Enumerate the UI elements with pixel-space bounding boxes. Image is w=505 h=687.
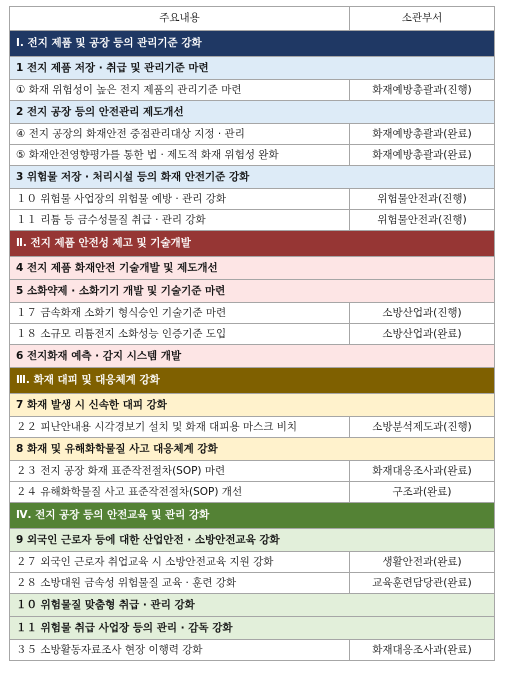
- group-title: １１ 위험물 취급 사업장 등의 관리 · 감독 강화: [10, 617, 495, 640]
- item-text: １８ 소규모 리튬전지 소화성능 인증기준 도입: [10, 324, 350, 345]
- item-row: [10, 189, 495, 210]
- group-row: [10, 166, 495, 189]
- item-text: ２３ 전지 공장 화재 표준작전절차(SOP) 마련: [10, 461, 350, 482]
- group-row: [10, 101, 495, 124]
- group-row: [10, 257, 495, 280]
- header-row: [10, 7, 495, 31]
- item-text: ⑤ 화재안전영향평가를 통한 법 · 제도적 화재 위험성 완화: [10, 145, 350, 166]
- item-row: [10, 552, 495, 573]
- group-row: [10, 57, 495, 80]
- item-row: [10, 417, 495, 438]
- item-department: 화재예방총괄과(완료): [350, 124, 495, 145]
- group-title: １０ 위험물질 맞춤형 취급 · 관리 강화: [10, 594, 495, 617]
- item-row: [10, 324, 495, 345]
- section-title: Ⅱ. 전지 제품 안전성 제고 및 기술개발: [10, 231, 495, 257]
- policy-table: [9, 6, 495, 661]
- section-row: [10, 503, 495, 529]
- item-row: [10, 124, 495, 145]
- item-department: 위험물안전과(진행): [350, 189, 495, 210]
- item-text: １０ 위험물 사업장의 위험물 예방 · 관리 강화: [10, 189, 350, 210]
- group-title: 1 전지 제품 저장 · 취급 및 관리기준 마련: [10, 57, 495, 80]
- group-row: [10, 394, 495, 417]
- item-row: [10, 640, 495, 661]
- group-title: 8 화재 및 유해화학물질 사고 대응체계 강화: [10, 438, 495, 461]
- section-title: Ⅰ. 전지 제품 및 공장 등의 관리기준 강화: [10, 31, 495, 57]
- item-department: 구조과(완료): [350, 482, 495, 503]
- item-text: ２２ 피난안내용 시각경보기 설치 및 화재 대피용 마스크 비치: [10, 417, 350, 438]
- item-text: ④ 전지 공장의 화재안전 중점관리대상 지정 · 관리: [10, 124, 350, 145]
- group-row: [10, 529, 495, 552]
- item-department: 생활안전과(완료): [350, 552, 495, 573]
- policy-table-body: [10, 7, 495, 661]
- item-text: １７ 금속화재 소화기 형식승인 기술기준 마련: [10, 303, 350, 324]
- item-text: ① 화재 위험성이 높은 전지 제품의 관리기준 마련: [10, 80, 350, 101]
- group-row: [10, 280, 495, 303]
- group-title: 4 전지 제품 화재안전 기술개발 및 제도개선: [10, 257, 495, 280]
- item-row: [10, 210, 495, 231]
- section-title: Ⅳ. 전지 공장 등의 안전교육 및 관리 강화: [10, 503, 495, 529]
- group-row: [10, 617, 495, 640]
- group-title: 5 소화약제 · 소화기기 개발 및 기술기준 마련: [10, 280, 495, 303]
- section-title: Ⅲ. 화재 대피 및 대응체계 강화: [10, 368, 495, 394]
- item-text: １１ 리튬 등 금수성물질 취급 · 관리 강화: [10, 210, 350, 231]
- item-department: 화재예방총괄과(진행): [350, 80, 495, 101]
- item-row: [10, 482, 495, 503]
- item-department: 교육훈련담당관(완료): [350, 573, 495, 594]
- header-content: 주요내용: [10, 7, 350, 31]
- item-row: [10, 303, 495, 324]
- item-text: ３５ 소방활동자료조사 현장 이행력 강화: [10, 640, 350, 661]
- item-department: 화재대응조사과(완료): [350, 640, 495, 661]
- group-row: [10, 594, 495, 617]
- header-department: 소관부서: [350, 7, 495, 31]
- group-title: 3 위험물 저장 · 처리시설 등의 화재 안전기준 강화: [10, 166, 495, 189]
- group-row: [10, 438, 495, 461]
- item-department: 소방산업과(완료): [350, 324, 495, 345]
- item-department: 위험물안전과(진행): [350, 210, 495, 231]
- group-title: 2 전지 공장 등의 안전관리 제도개선: [10, 101, 495, 124]
- section-row: [10, 368, 495, 394]
- item-department: 소방분석제도과(진행): [350, 417, 495, 438]
- item-row: [10, 145, 495, 166]
- section-row: [10, 31, 495, 57]
- item-text: ２７ 외국인 근로자 취업교육 시 소방안전교육 지원 강화: [10, 552, 350, 573]
- item-department: 화재대응조사과(완료): [350, 461, 495, 482]
- item-row: [10, 461, 495, 482]
- group-title: 7 화재 발생 시 신속한 대피 강화: [10, 394, 495, 417]
- item-row: [10, 80, 495, 101]
- item-text: ２８ 소방대원 금속성 위험물질 교육 · 훈련 강화: [10, 573, 350, 594]
- group-row: [10, 345, 495, 368]
- item-department: 소방산업과(진행): [350, 303, 495, 324]
- item-department: 화재예방총괄과(완료): [350, 145, 495, 166]
- group-title: 6 전지화재 예측 · 감지 시스템 개발: [10, 345, 495, 368]
- item-row: [10, 573, 495, 594]
- section-row: [10, 231, 495, 257]
- item-text: ２４ 유해화학물질 사고 표준작전절차(SOP) 개선: [10, 482, 350, 503]
- group-title: 9 외국인 근로자 등에 대한 산업안전 · 소방안전교육 강화: [10, 529, 495, 552]
